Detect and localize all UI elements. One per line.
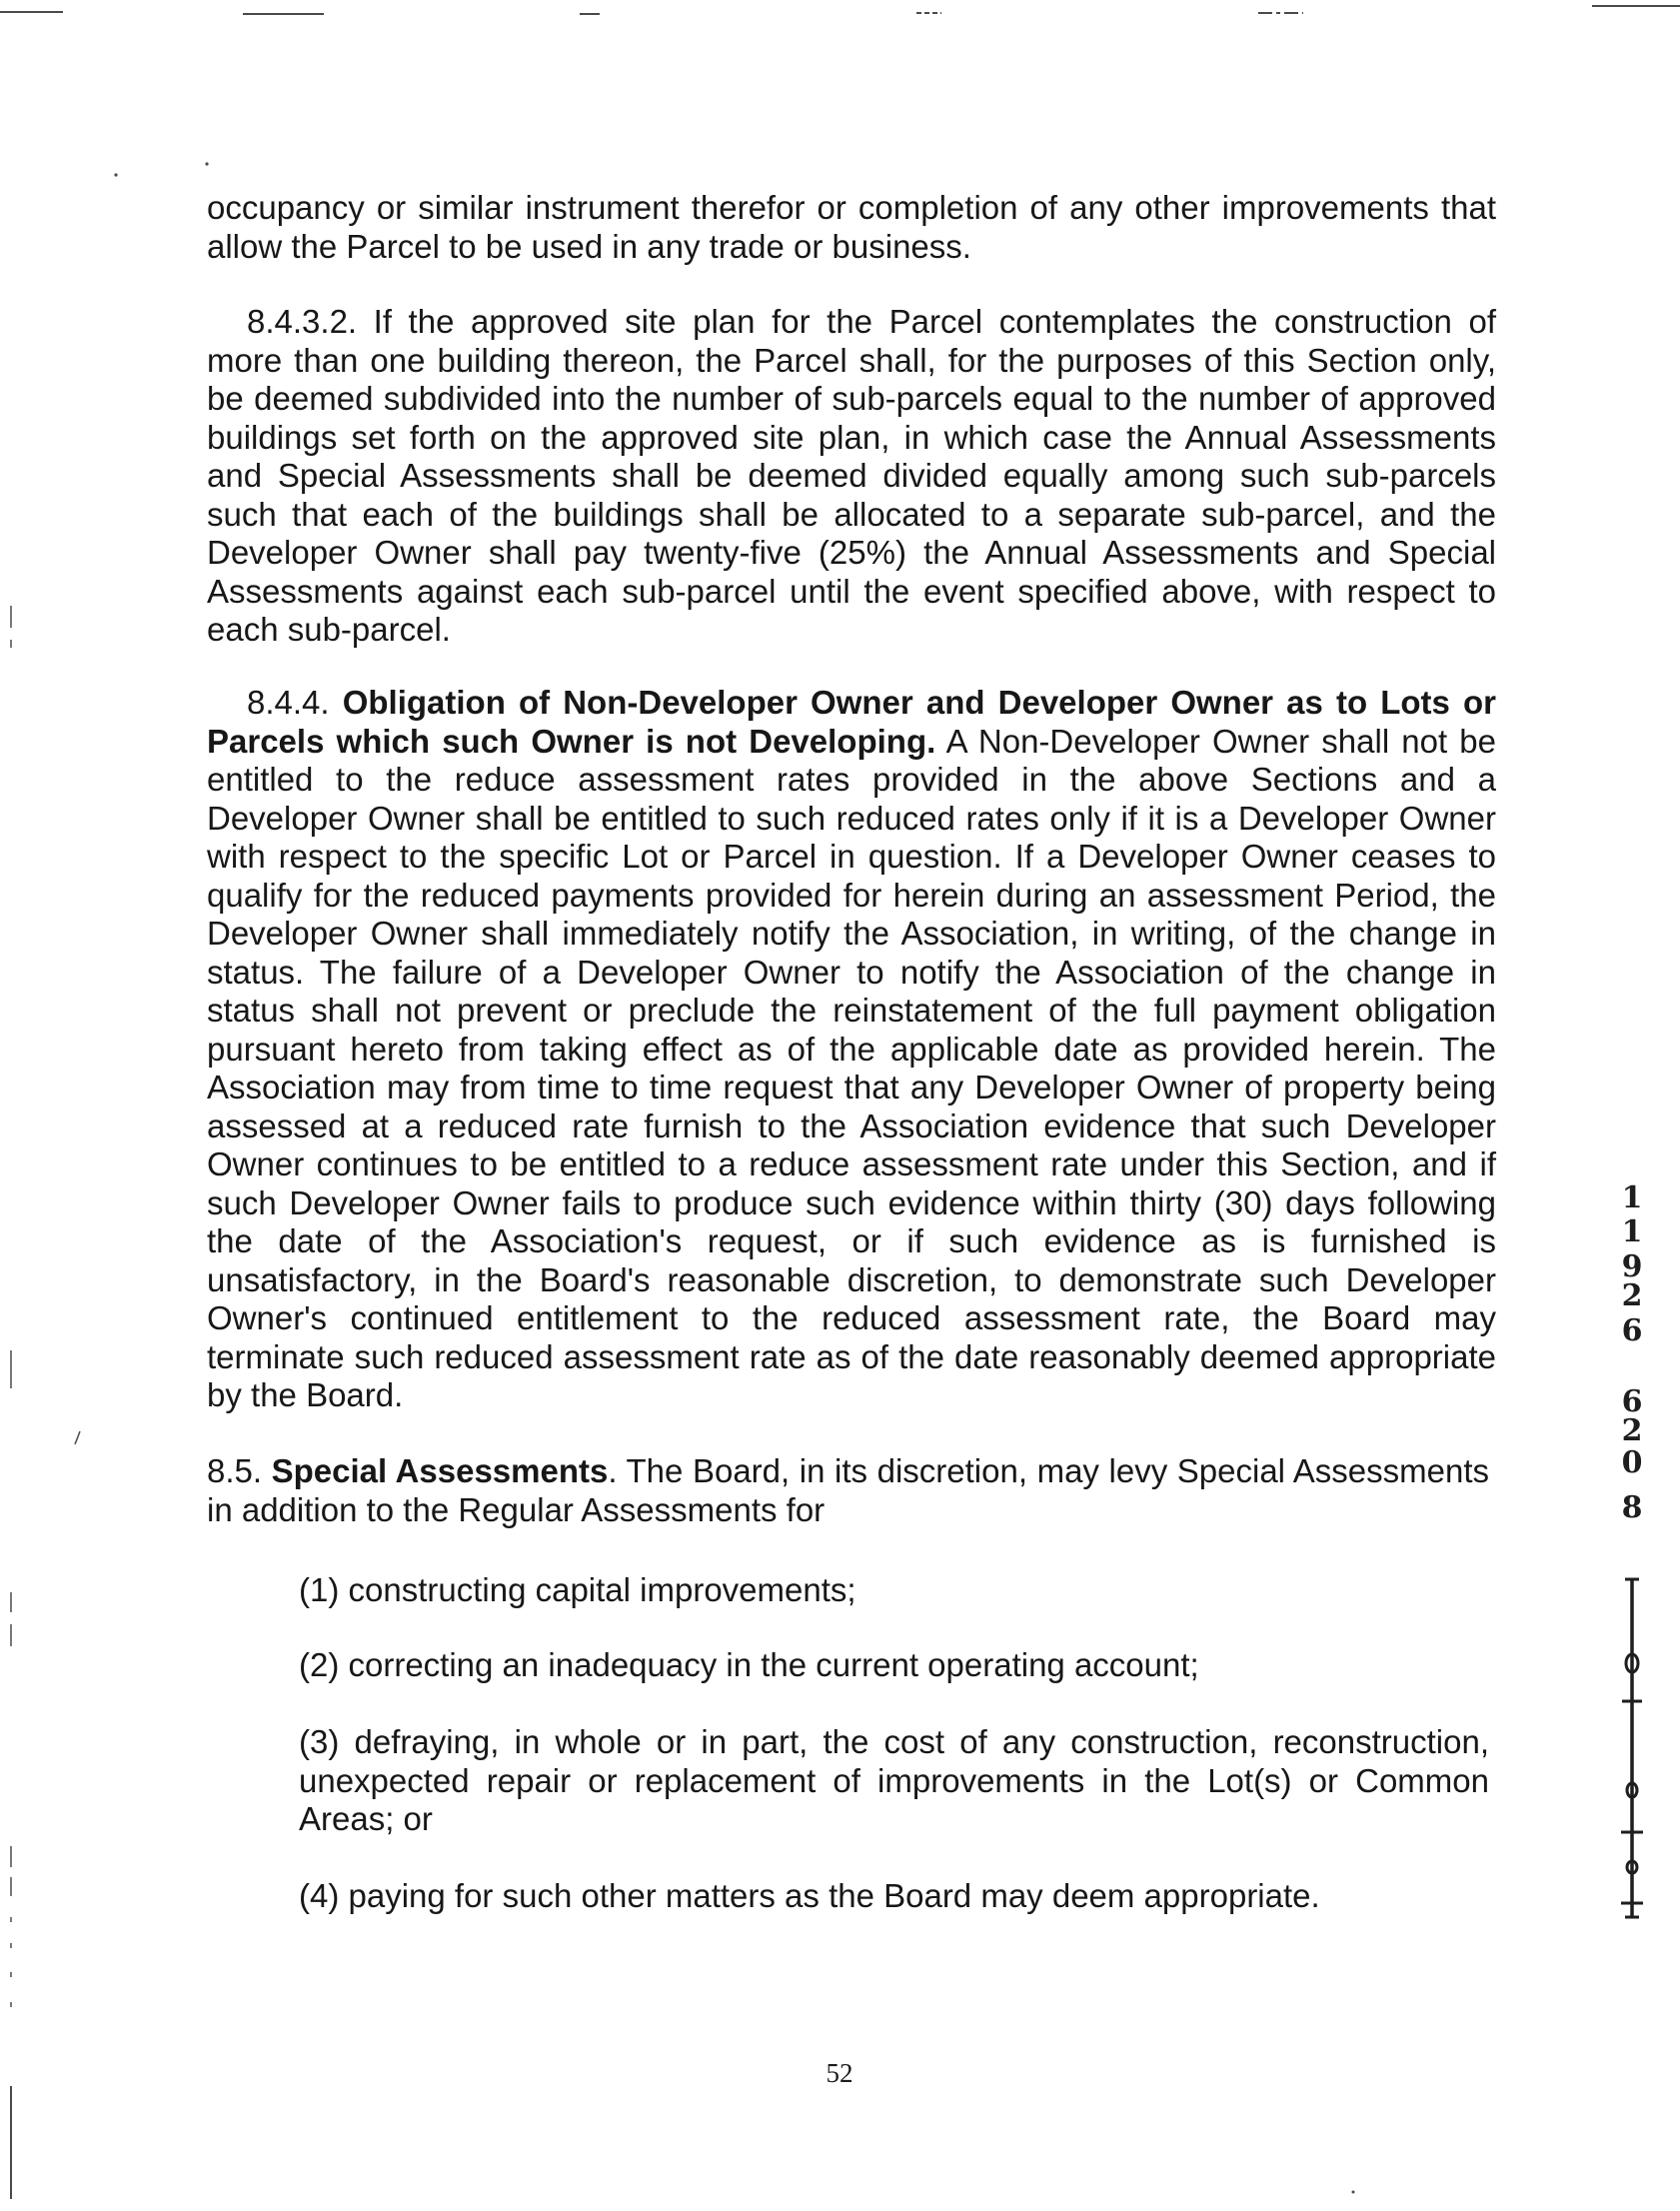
- text-line: with respect to the specific Lot or Parcel in question. If a Developer Owner ceases to: [207, 838, 1496, 875]
- section-heading: Obligation of Non-Developer Owner and Developer Owner as to Lots or: [342, 684, 1496, 721]
- text-line: (4) paying for such other matters as the Board may deem appropriate.: [299, 1877, 1320, 1914]
- text-line: (2) correcting an inadequacy in the current operating account;: [299, 1646, 1199, 1683]
- text-line: 8.4.3.2. If the approved site plan for the Parcel contemplates the construction of: [247, 303, 1496, 340]
- text-line: buildings set forth on the approved site plan, in which case the Annual Assessments: [207, 418, 1496, 456]
- text-line: (3) defraying, in whole or in part, the cost of any construction, reconstruction,: [299, 1723, 1489, 1760]
- text-line: entitled to the reduce assessment rates provided in the above Sections and a: [207, 761, 1496, 798]
- text-line: occupancy or similar instrument therefor or completion of any other improvements that: [207, 189, 1496, 226]
- text-line: and Special Assessments shall be deemed divided equally among such sub-parcels: [207, 457, 1496, 494]
- text-line: more than one building thereon, the Parcel shall, for the purposes of this Section only,: [207, 341, 1496, 379]
- text-line: unexpected repair or replacement of improvements in the Lot(s) or Common: [299, 1761, 1489, 1799]
- scan-artifact: [114, 162, 1354, 2193]
- text-line: unsatisfactory, in the Board's reasonable discretion, to demonstrate such Developer: [207, 1260, 1496, 1298]
- stamp-digit: 9: [1621, 1249, 1643, 1284]
- text-line: Association may from time to time request that any Developer Owner of property being: [207, 1069, 1496, 1106]
- text-line: Developer Owner shall immediately notify the Association, in writing, of the change in: [207, 915, 1496, 952]
- text-line: such Developer Owner fails to produce such evidence within thirty (30) days following: [207, 1183, 1496, 1221]
- text-line: by the Board.: [207, 1376, 404, 1413]
- scan-artifact: [0, 6, 1680, 2199]
- stamp-digit: 1: [1621, 1180, 1643, 1215]
- text-line: allow the Parcel to be used in any trade or business.: [207, 227, 971, 265]
- stamp-digit: 6: [1621, 1313, 1643, 1348]
- text-line: Areas; or: [299, 1800, 433, 1837]
- section-body-start: . The Board, in its discretion, may levy Special Assessments: [608, 1452, 1489, 1489]
- text-line: in addition to the Regular Assessments for: [207, 1490, 826, 1528]
- text-line: the date of the Association's request, or if such evidence as is furnished is: [207, 1222, 1496, 1259]
- margin-bar-mark: [1621, 1578, 1643, 1917]
- stamp-digit: 1: [1621, 1214, 1643, 1249]
- text-line: Assessments against each sub-parcel until the event specified above, with respect to: [207, 572, 1496, 610]
- text-line: Developer Owner shall pay twenty-five (25%) the Annual Assessments and Special: [207, 534, 1496, 571]
- text-line: such that each of the buildings shall be allocated to a separate sub-parcel, and the: [207, 495, 1496, 533]
- text-line: Developer Owner shall be entitled to such reduced rates only if it is a Developer Owner: [207, 799, 1496, 837]
- section-number: 8.4.4.: [247, 684, 330, 721]
- section-number: 8.5.: [207, 1452, 263, 1489]
- text-line: (1) constructing capital improvements;: [299, 1571, 856, 1608]
- text-line: each sub-parcel.: [207, 611, 451, 648]
- text-line: status shall not prevent or preclude the reinstatement of the full payment obligation: [207, 992, 1496, 1029]
- text-line: be deemed subdivided into the number of sub-parcels equal to the number of approved: [207, 380, 1496, 417]
- stamp-digit: 0: [1621, 1445, 1643, 1480]
- text-line: terminate such reduced assessment rate as of the date reasonably deemed appropriate: [207, 1337, 1496, 1375]
- stamp-digit: 8: [1621, 1490, 1643, 1525]
- text-line: qualify for the reduced payments provided for herein during an assessment Period, the: [207, 876, 1496, 914]
- stamp-digit: 2: [1621, 1278, 1643, 1313]
- text-line: assessed at a reduced rate furnish to the Association evidence that such Developer: [207, 1106, 1496, 1144]
- text-line: pursuant hereto from taking effect as of the applicable date as provided herein. The: [207, 1030, 1496, 1068]
- section-heading: Parcels which such Owner is not Developing.: [207, 722, 936, 760]
- text-line: Owner's continued entitlement to the reduced assessment rate, the Board may: [207, 1299, 1496, 1336]
- text-line: status. The failure of a Developer Owner to notify the Association of the change in: [207, 953, 1496, 991]
- section-heading: Special Assessments: [271, 1452, 609, 1489]
- text-line: Owner continues to be entitled to a reduce assessment rate under this Section, and if: [207, 1145, 1496, 1182]
- page-number: 52: [826, 2058, 853, 2088]
- section-body-start: A Non-Developer Owner shall not be: [945, 722, 1496, 760]
- stamp-digit: 2: [1621, 1413, 1643, 1448]
- stamp-digit: 6: [1621, 1384, 1643, 1419]
